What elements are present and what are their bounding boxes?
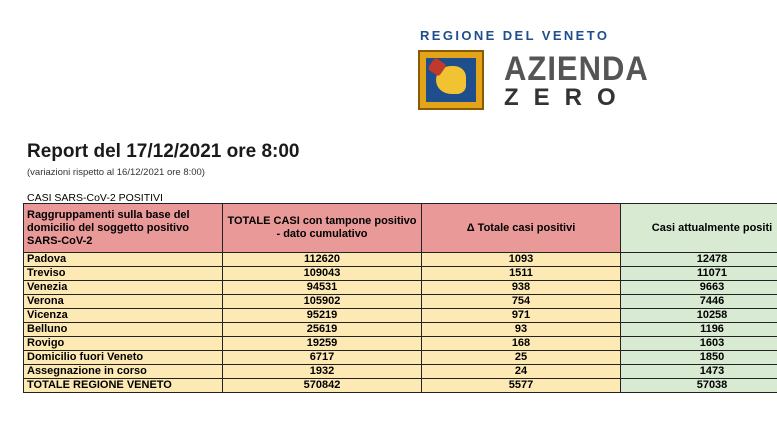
row-name: Rovigo: [24, 337, 223, 351]
row-delta: 5577: [422, 379, 621, 393]
lion-of-saint-mark-emblem: [418, 50, 484, 110]
report-title: Report del 17/12/2021 ore 8:00: [27, 141, 300, 162]
row-name: Verona: [24, 295, 223, 309]
row-name: TOTALE REGIONE VENETO: [24, 379, 223, 393]
header-delta-cases: Δ Totale casi positivi: [422, 204, 621, 253]
row-delta: 971: [422, 309, 621, 323]
row-current: 1850: [621, 351, 777, 365]
table-row: [24, 323, 777, 337]
row-delta: 24: [422, 365, 621, 379]
row-total: 570842: [223, 379, 422, 393]
row-name: Treviso: [24, 267, 223, 281]
row-total: 109043: [223, 267, 422, 281]
row-delta: 93: [422, 323, 621, 337]
row-total: 6717: [223, 351, 422, 365]
table-row: [24, 365, 777, 379]
row-total: 95219: [223, 309, 422, 323]
row-name: Belluno: [24, 323, 223, 337]
row-current: 12478: [621, 253, 777, 267]
table-row: [24, 281, 777, 295]
row-name: Padova: [24, 253, 223, 267]
row-name: Vicenza: [24, 309, 223, 323]
header-current-cases: Casi attualmente positi: [621, 204, 777, 253]
row-delta: 1093: [422, 253, 621, 267]
section-heading: CASI SARS-CoV-2 POSITIVI: [27, 192, 163, 204]
row-current: 57038: [621, 379, 777, 393]
header-grouping: Raggruppamenti sulla base del domicilio del soggetto positivo SARS-CoV-2: [24, 204, 223, 253]
row-delta: 168: [422, 337, 621, 351]
row-total: 112620: [223, 253, 422, 267]
row-current: 1603: [621, 337, 777, 351]
row-name: Venezia: [24, 281, 223, 295]
row-current: 7446: [621, 295, 777, 309]
row-name: Domicilio fuori Veneto: [24, 351, 223, 365]
table-row: [24, 267, 777, 281]
header-total-cases: TOTALE CASI con tampone positivo - dato cumulativo: [223, 204, 422, 253]
row-current: 1473: [621, 365, 777, 379]
report-subtitle: (variazioni rispetto al 16/12/2021 ore 8:00): [27, 167, 205, 178]
org-name-line2: ZERO: [504, 84, 631, 111]
table-total-row: [24, 379, 777, 393]
region-name: REGIONE DEL VENETO: [420, 28, 610, 43]
row-total: 105902: [223, 295, 422, 309]
table-row: [24, 295, 777, 309]
row-current: 10258: [621, 309, 777, 323]
emblem-field: [426, 58, 476, 102]
row-total: 94531: [223, 281, 422, 295]
table-row: [24, 253, 777, 267]
table-row: [24, 309, 777, 323]
table-row: [24, 337, 777, 351]
table-header-row: [24, 204, 777, 253]
cases-table: [23, 203, 777, 393]
row-delta: 754: [422, 295, 621, 309]
row-current: 1196: [621, 323, 777, 337]
azienda-zero-logo: [416, 28, 649, 112]
org-name-line1: AZIENDA: [504, 49, 649, 88]
row-total: 19259: [223, 337, 422, 351]
table-row: [24, 351, 777, 365]
row-current: 9663: [621, 281, 777, 295]
row-name: Assegnazione in corso: [24, 365, 223, 379]
row-delta: 25: [422, 351, 621, 365]
row-delta: 1511: [422, 267, 621, 281]
row-delta: 938: [422, 281, 621, 295]
row-total: 25619: [223, 323, 422, 337]
row-current: 11071: [621, 267, 777, 281]
row-total: 1932: [223, 365, 422, 379]
